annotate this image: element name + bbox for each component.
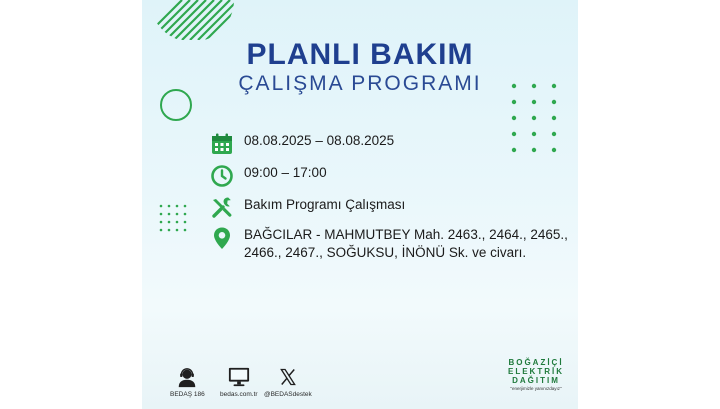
decorative-dot-grid	[508, 80, 564, 160]
logo-tagline: "enerjimizle yanınızdayız"	[510, 386, 562, 391]
decorative-circle	[160, 89, 192, 121]
logo-line-1: BOĞAZİÇİ	[508, 358, 564, 367]
tools-icon	[210, 196, 234, 220]
logo-line-2: ELEKTRİK	[508, 367, 564, 376]
footer-social-label: @BEDASdestek	[264, 391, 312, 398]
decorative-stripes	[142, 0, 238, 40]
location-row	[210, 226, 574, 262]
location-text: BAĞCILAR - MAHMUTBEY Mah. 2463., 2464., 2465., 2466., 2467., SOĞUKSU, İNÖNÜ Sk. ve civarı.	[244, 227, 568, 260]
date-range-text: 08.08.2025 – 08.08.2025	[244, 133, 395, 148]
page-subtitle: ÇALIŞMA PROGRAMI	[238, 72, 482, 95]
time-range-text: 09:00 – 17:00	[244, 165, 327, 180]
call-center-icon	[176, 366, 198, 388]
date-row	[210, 132, 394, 156]
footer-social[interactable]	[264, 366, 312, 398]
logo-line-3: DAĞITIM	[512, 376, 560, 385]
calendar-icon	[210, 132, 234, 156]
announcement-card	[142, 0, 578, 409]
footer-phone[interactable]	[170, 366, 205, 398]
x-logo-icon	[278, 366, 298, 388]
map-pin-icon	[210, 226, 234, 250]
footer-website-label: bedas.com.tr	[220, 391, 258, 398]
monitor-icon	[227, 366, 251, 388]
clock-icon	[210, 164, 234, 188]
footer-website[interactable]	[220, 366, 258, 398]
page-title: PLANLI BAKIM	[246, 38, 474, 71]
time-row	[210, 164, 327, 188]
decorative-dot-grid-small	[158, 203, 188, 233]
footer-phone-label: BEDAŞ 186	[170, 391, 205, 398]
work-type-text: Bakım Programı Çalışması	[244, 197, 406, 212]
company-logo	[508, 358, 564, 391]
work-type-row	[210, 196, 405, 220]
